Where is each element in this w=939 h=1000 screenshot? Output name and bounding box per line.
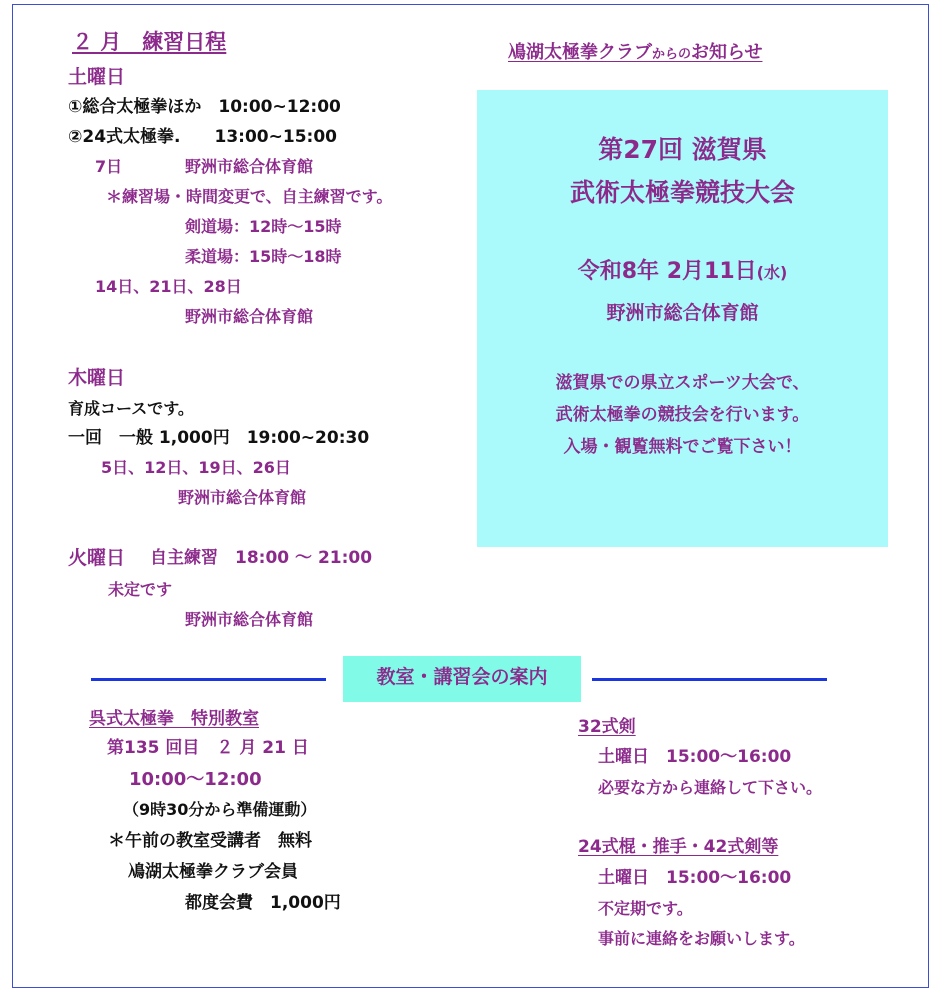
event-desc-3: 入場・観覧無料でご覧下さい！ <box>563 437 802 457</box>
event-venue: 野洲市総合体育館 <box>606 302 759 324</box>
misc24-frequency: 不定期です。 <box>598 899 693 918</box>
schedule-title: ２ 月 練習日程 <box>72 30 227 54</box>
tuesday-venue: 野洲市総合体育館 <box>185 610 314 629</box>
thursday-venue: 野洲市総合体育館 <box>178 488 307 507</box>
event-date: 令和8年 2月11日(水) <box>577 259 788 284</box>
saturday-kendo-hall: 剣道場：12時〜15時 <box>185 217 342 236</box>
sword32-time: 土曜日 15:00〜16:00 <box>598 747 792 767</box>
event-title-line-2: 武術太極拳競技大会 <box>569 178 795 207</box>
saturday-judo-hall: 柔道場：15時〜18時 <box>185 247 342 266</box>
wu-class-member: 鳰湖太極拳クラブ会員 <box>128 862 298 882</box>
sword32-title: 32式剣 <box>578 717 636 737</box>
thursday-course: 育成コースです。 <box>68 399 194 418</box>
saturday-venue-1: 野洲市総合体育館 <box>185 157 314 176</box>
wu-class-session: 第135 回目 ２ 月 21 日 <box>107 738 309 758</box>
wu-class-title: 呉式太極拳 特別教室 <box>89 709 259 729</box>
section-label-box <box>343 656 581 702</box>
saturday-venue-2: 野洲市総合体育館 <box>185 307 314 326</box>
saturday-change-note: ＊練習場・時間変更で、自主練習です。 <box>106 187 393 206</box>
tuesday-heading: 火曜日 <box>68 547 126 569</box>
sword32-note: 必要な方から連絡して下さい。 <box>598 778 823 797</box>
wu-class-free-note: ＊午前の教室受講者 無料 <box>108 831 312 851</box>
section-divider-right <box>592 678 827 681</box>
misc24-note: 事前に連絡をお願いします。 <box>598 929 805 948</box>
thursday-days: 5日、12日、19日、26日 <box>101 458 291 477</box>
section-label: 教室・講習会の案内 <box>376 666 548 688</box>
tuesday-status: 未定です <box>108 580 173 599</box>
wu-class-warmup: （9時30分から準備運動） <box>123 800 317 819</box>
event-title-line-1: 第27回 滋賀県 <box>598 135 767 164</box>
tuesday-detail: 自主練習 18:00 〜 21:00 <box>150 548 373 568</box>
section-divider-left <box>91 678 326 681</box>
thursday-fee: 一回 一般 1,000円 19:00~20:30 <box>68 428 370 448</box>
wu-class-time: 10:00〜12:00 <box>129 769 262 790</box>
saturday-day-7: 7日 <box>95 157 123 176</box>
misc24-title: 24式棍・推手・42式剣等 <box>578 837 779 857</box>
event-banner <box>477 90 888 547</box>
saturday-line-1: ①総合太極拳ほか 10:00~12:00 <box>68 97 341 117</box>
event-desc-1: 滋賀県での県立スポーツ大会で、 <box>555 373 810 393</box>
saturday-line-2: ②24式太極拳. 13:00~15:00 <box>68 127 337 147</box>
saturday-days: 14日、21日、28日 <box>95 277 242 296</box>
event-desc-2: 武術太極拳の競技会を行います。 <box>555 405 810 425</box>
wu-class-fee: 都度会費 1,000円 <box>185 893 341 913</box>
misc24-time: 土曜日 15:00〜16:00 <box>598 868 792 888</box>
saturday-heading: 土曜日 <box>68 66 126 88</box>
notice-header: 鳰湖太極拳クラブからのお知らせ <box>508 42 763 63</box>
thursday-heading: 木曜日 <box>68 367 126 389</box>
